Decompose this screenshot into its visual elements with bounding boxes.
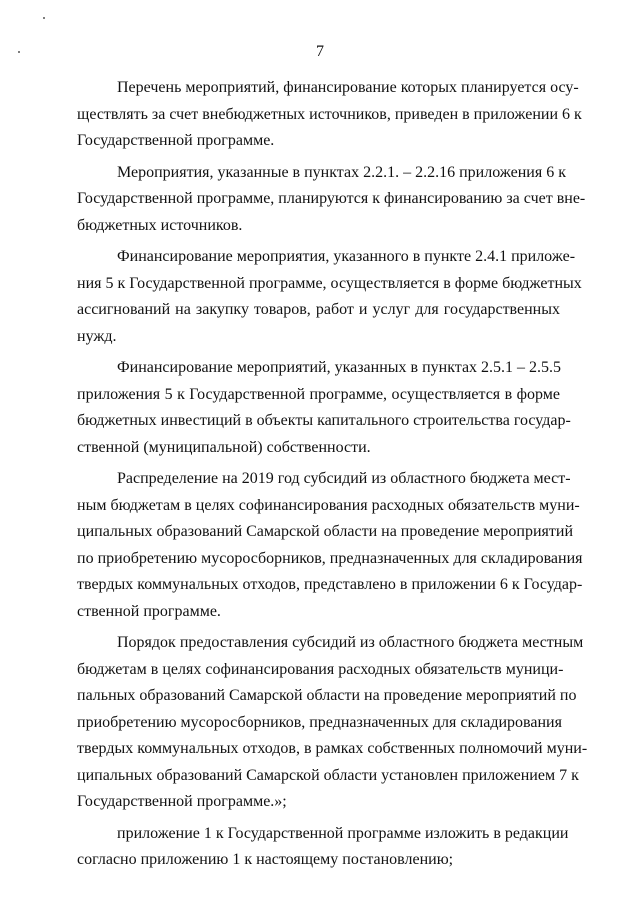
text-line: Мероприятия, указанные в пунктах 2.2.1. – 2.2.16 приложения 6 к [117,163,566,181]
text-line: приобретению мусоросборников, предназначенных для складирования [77,713,562,731]
paragraph [77,355,571,461]
text-line: Финансирование мероприятий, указанных в пунктах 2.5.1 – 2.5.5 [117,359,562,376]
text-line: ципальных образований Самарской области на проведение мероприятий [77,523,573,540]
page-number: 7 [316,43,324,60]
text-line: бюджетных источников. [77,216,243,234]
text-line: Порядок предоставления субсидий из областного бюджета местным [117,634,584,651]
text-line: Государственной программе.»; [77,793,287,810]
document-body [77,75,588,874]
text-line: Перечень мероприятий, финансирование которых планируется осу- [117,79,579,96]
text-line: Государственной программе. [77,132,275,149]
text-line: ципальных образований Самарской области установлен приложением 7 к [77,766,579,784]
scan-speck [43,17,45,19]
paragraph [77,821,569,874]
text-line: пальных образований Самарской области на проведение мероприятий по [77,687,577,704]
paragraph [77,630,588,816]
text-line: ния 5 к Государственной программе, осуществляется в форме бюджетных [77,274,582,292]
text-line: твердых коммунальных отходов, в рамках собственных полномочий муни- [77,740,588,757]
text-line: ассигнований на закупку товаров, работ и услуг для государственных [77,301,560,318]
text-line: ным бюджетам в целях софинансирования расходных обязательств муни- [77,496,580,514]
text-line: приложения 5 к Государственной программе, осуществляется в форме [77,385,560,403]
paragraph [77,75,582,155]
text-line: Государственной программе, планируются к финансированию за счет вне- [77,190,586,207]
paragraph [77,160,586,240]
paragraph [77,244,582,350]
text-line: твердых коммунальных отходов, представлено в приложении 6 к Государ- [77,576,583,593]
text-line: бюджетам в целях софинансирования расходных обязательств муници- [77,660,564,678]
text-line: согласно приложению 1 к настоящему постановлению; [77,851,454,868]
text-line: приложение 1 к Государственной программе изложить в редакции [117,824,569,842]
text-line: по приобретению мусоросборников, предназначенных для складирования [77,549,583,567]
text-line: Распределение на 2019 год субсидий из областного бюджета мест- [117,470,571,487]
text-line: ственной программе. [77,602,221,620]
paragraph [77,466,583,625]
text-line: ществлять за счет внебюджетных источников, приведен в приложении 6 к [77,105,582,123]
text-line: ственной (муниципальной) собственности. [77,438,371,456]
text-line: бюджетных инвестиций в объекты капитального строительства государ- [77,412,571,429]
text-line: нужд. [77,327,117,345]
text-line: Финансирование мероприятия, указанного в пункте 2.4.1 приложе- [117,248,576,265]
